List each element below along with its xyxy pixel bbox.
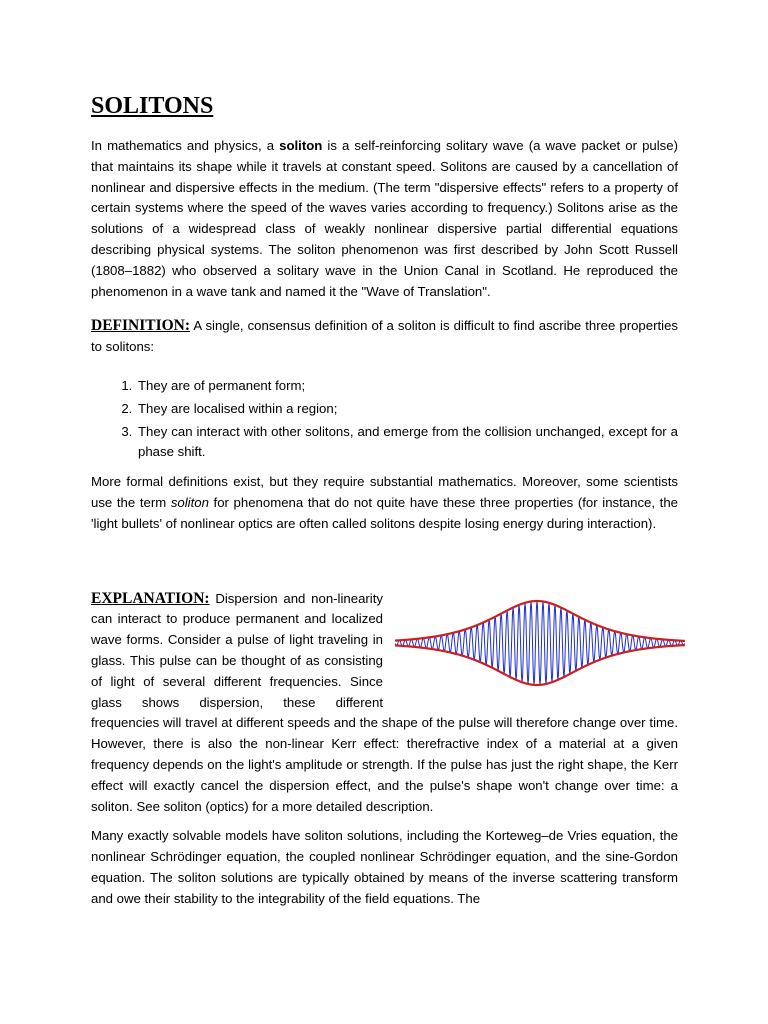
properties-list <box>91 376 678 463</box>
intro-text-rest: is a self-reinforcing solitary wave (a wave packet or pulse) that maintains its shape while it travels at constant speed. Solitons are caused by a cancellation of nonlinear and dispersive effects in the medium. (The term "dispersive effects" refers to a property of certain systems where the speed of the waves varies according to frequency.) Solitons arise as the solutions of a widespread class of weakly nonlinear dispersive partial differential equations describing physical systems. The soliton phenomenon was first described by John Scott Russell (1808–1882) who observed a solitary wave in the Union Canal in Scotland. He reproduced the phenomenon in a wave tank and named it the "Wave of Translation". <box>91 138 678 299</box>
models-paragraph: Many exactly solvable models have soliton solutions, including the Korteweg–de Vries equation, the nonlinear Schrödinger equation, the coupled nonlinear Schrödinger equation, and the sine-Gordon equation. The soliton solutions are typically obtained by means of the inverse scattering transform and owe their stability to the integrability of the field equations. The <box>91 828 678 906</box>
soliton-wave-figure <box>395 591 685 691</box>
intro-text-start: In mathematics and physics, a <box>91 138 280 153</box>
page-title: SOLITONS <box>91 93 214 119</box>
definition-text: A single, consensus definition of a soliton is difficult to find ascribe three properties to solitons: <box>91 318 678 355</box>
carrier-wave <box>395 601 685 685</box>
formal-text-rest: for phenomena that do not quite have these three properties (for instance, the 'light bullets' of nonlinear optics are often called solitons despite losing energy during interaction). <box>91 494 678 531</box>
list-item: 1. They are of permanent form; <box>136 376 678 397</box>
explanation-section <box>91 589 678 818</box>
intro-bold-term: soliton <box>279 138 323 153</box>
upper-envelope <box>395 601 685 641</box>
definition-paragraph <box>91 316 678 358</box>
intro-paragraph <box>91 136 678 302</box>
list-item: 2. They are localised within a region; <box>136 399 678 420</box>
explanation-text: Dispersion and non-linearity can interact to produce permanent and localized wave forms. Consider a pulse of light traveling in glass. This pulse can be thought of as consisting of light of several different frequencies. Since glass shows dispersion, these different frequencies will travel at different speeds and the shape of the pulse will therefore change over time. However, there is also the non-linear Kerr effect: therefractive index of a material at a given frequency depends on the light's amplitude or strength. If the pulse has just the right shape, the Kerr effect will exactly cancel the dispersion effect, and the pulse's shape won't change over time: a soliton. See soliton (optics) for a more detailed description. <box>91 590 678 814</box>
explanation-heading: EXPLANATION: <box>91 589 210 607</box>
document-body <box>91 92 678 910</box>
soliton-wave-illustration <box>395 591 685 691</box>
definition-heading: DEFINITION: <box>91 317 191 335</box>
list-item: 3. They can interact with other solitons, and emerge from the collision unchanged, except for a phase shift. <box>136 422 678 464</box>
formal-paragraph <box>91 472 678 534</box>
formal-italic-term: soliton <box>170 494 209 510</box>
formal-text-start: More formal definitions exist, but they require substantial mathematics. Moreover, some scientists use the term <box>91 474 678 510</box>
